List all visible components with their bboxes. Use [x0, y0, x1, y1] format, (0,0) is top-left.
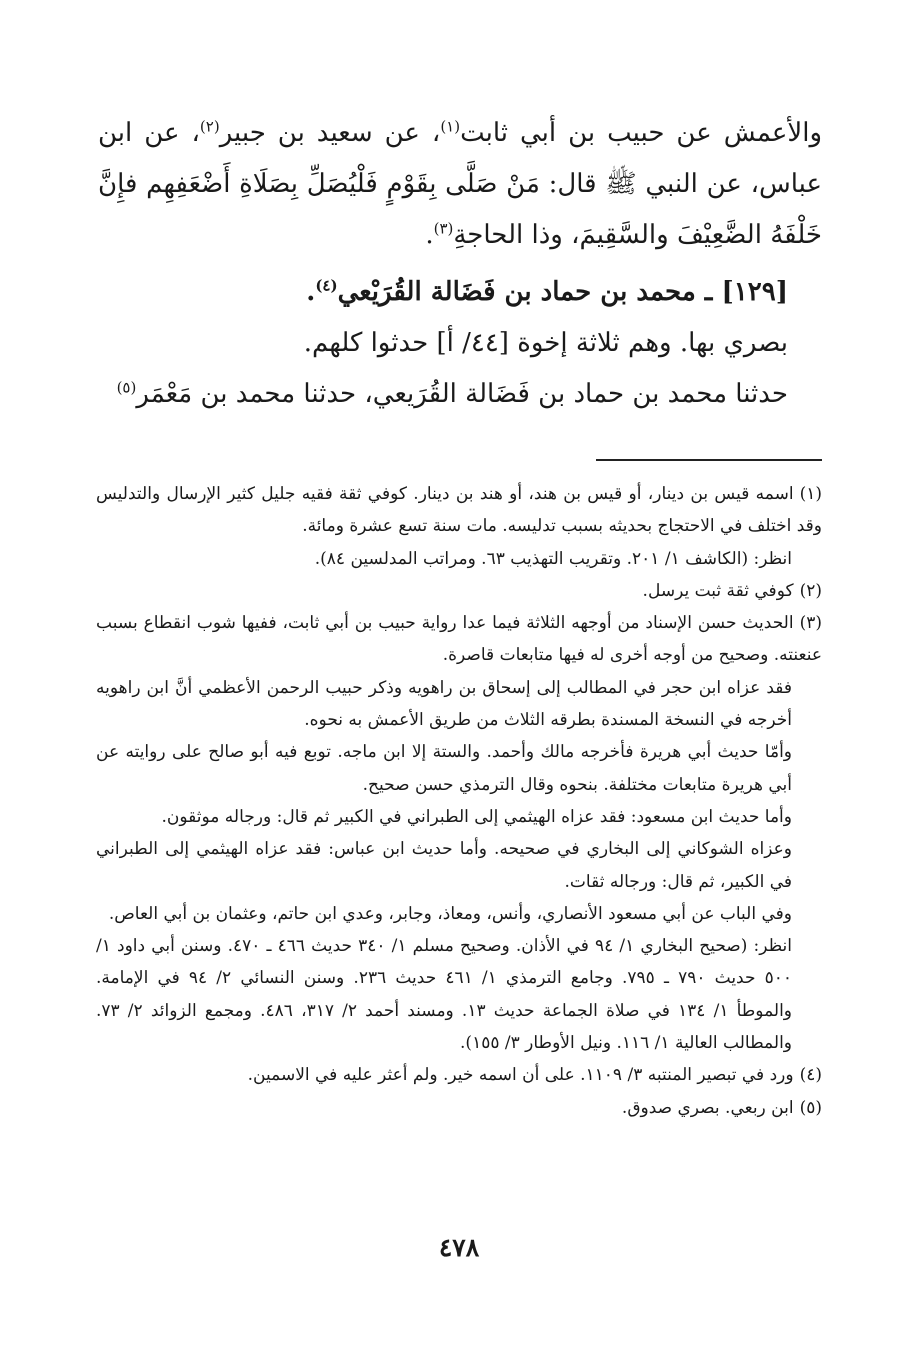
footnote-1-reference: انظر: (الكاشف ١/ ٢٠١. وتقريب التهذيب ٦٣. ومراتب المدلسين ٨٤). [314, 548, 792, 569]
footnote-3-paragraph: وعزاه الشوكاني إلى البخاري في صحيحه. وأما حديث ابن عباس: فقد عزاه الهيثمي إلى الطبراني في الكبير، ثم قال: ورجاله ثقات. [96, 839, 792, 892]
footnote-divider [596, 459, 822, 461]
footnote-text: ورد في تبصير المنتبه ٣/ ١١٠٩. على أن اسمه خير. ولم أعثر عليه في الاسمين. [247, 1065, 794, 1086]
footnote-5 [96, 1092, 822, 1124]
footnote-3-paragraph: وأمّا حديث أبي هريرة فأخرجه مالك وأحمد. والستة إلا ابن ماجه. توبع فيه أبو صالح على روايته عن أبي هريرة متابعات مختلفة. بنحوه وقال الترمذي حسن صحيح. [96, 742, 792, 795]
footnote-number: (٢) [799, 580, 822, 601]
footnote-text: كوفي ثقة ثبت يرسل. [642, 580, 794, 601]
footnote-3-paragraph: وأما حديث ابن مسعود: فقد عزاه الهيثمي إلى الطبراني في الكبير ثم قال: ورجاله موثقون. [161, 806, 792, 827]
footnote-3-references: انظر: (صحيح البخاري ١/ ٩٤ في الأذان. وصحيح مسلم ١/ ٣٤٠ حديث ٤٦٦ ـ ٤٧٠. وسنن أبي داود ١/ ٥٠٠ حديث ٧٩٠ ـ ٧٩٥. وجامع الترمذي ١/ ٤٦١ حديث ٢٣٦. وسنن النسائي ٢/ ٩٤ في الإمامة. والموطأ ١/ ١٣٤ في صلاة الجماعة حديث ١٣. ومسند أحمد ٢/ ٣١٧، ٤٨٦. ومجمع الزوائد ٢/ ٧٣. والمطالب العالية ١/ ١١٦. ونيل الأوطار ٣/ ١٥٥). [96, 936, 793, 1054]
footnote-4 [96, 1059, 822, 1091]
footnote-ref-1: (١) [440, 117, 461, 136]
footnote-ref-3: (٣) [433, 219, 454, 238]
footnote-ref-4: (٤) [315, 276, 338, 295]
footnote-number: (٥) [799, 1097, 822, 1118]
page-number: ٤٧٨ [438, 1233, 480, 1262]
footnote-number: (٣) [799, 613, 822, 634]
footnote-3-paragraph: فقد عزاه ابن حجر في المطالب إلى إسحاق بن راهويه وذكر حبيب الرحمن الأعظمي أنَّ ابن راهويه أخرجه في النسخة المسندة بطرقه الثلاث من طريق الأعمش به نحوه. [96, 677, 792, 731]
hadith-text-part: . [425, 220, 434, 250]
entry-heading-end: . [306, 277, 316, 307]
main-text [98, 108, 822, 420]
hadith-text-part: ، عن ابن عباس، عن النبي ﷺ قال: مَنْ صَلَّى بِقَوْمٍ فَلْيُصَلِّ بِصَلَاةِ أَضْعَفِهِم فإِنَّ خَلْفَهُ الضَّعِيْفَ والسَّقِيمَ، وذا الحاجةِ [98, 118, 822, 250]
footnote-ref-2: (٢) [199, 117, 220, 136]
hadith-text-part: والأعمش عن حبيب بن أبي ثابت [460, 118, 823, 148]
footnote-ref-5: (٥) [116, 378, 137, 397]
footnote-number: (٤) [799, 1065, 822, 1086]
footnote-text: الحديث حسن الإسناد من أوجهه الثلاثة فيما عدا رواية حبيب بن أبي ثابت، ففيها شوب انقطاع بسبب عنعنته. وصحيح من أوجه أخرى له فيها متابعات قاصرة. [96, 613, 822, 666]
footnote-text: ابن ربعي. بصري صدوق. [621, 1097, 794, 1118]
isnad-text: حدثنا محمد بن حماد بن فَضَالة القُرَيعي، حدثنا محمد بن مَعْمَر [136, 379, 788, 409]
hadith-text-part: ، عن سعيد بن جبير [219, 118, 441, 148]
footnote-3 [96, 607, 822, 672]
entry-heading-text: [١٢٩] ـ محمد بن حماد بن فَضَالة القُرَيْعي [337, 277, 788, 307]
footnotes [96, 478, 822, 1124]
footnote-2 [96, 575, 822, 607]
footnote-number: (١) [799, 484, 822, 504]
entry-heading [98, 267, 822, 318]
hadith-paragraph [98, 108, 822, 261]
footnote-1 [96, 478, 822, 543]
footnote-text: اسمه قيس بن دينار، أو قيس بن هند، أو هند بن دينار. كوفي ثقة فقيه جليل كثير الإرسال والتدليس وقد اختلف في الاحتجاج بحديثه بسبب تدليسه. مات سنة تسع عشرة ومائة. [96, 484, 822, 537]
isnad-paragraph [98, 369, 822, 420]
bio-paragraph: بصري بها. وهم ثلاثة إخوة [٤٤/ أ] حدثوا كلهم. [303, 328, 788, 358]
footnote-3-paragraph: وفي الباب عن أبي مسعود الأنصاري، وأنس، ومعاذ، وجابر، وعدي ابن حاتم، وعثمان بن أبي العاص. [108, 903, 792, 924]
